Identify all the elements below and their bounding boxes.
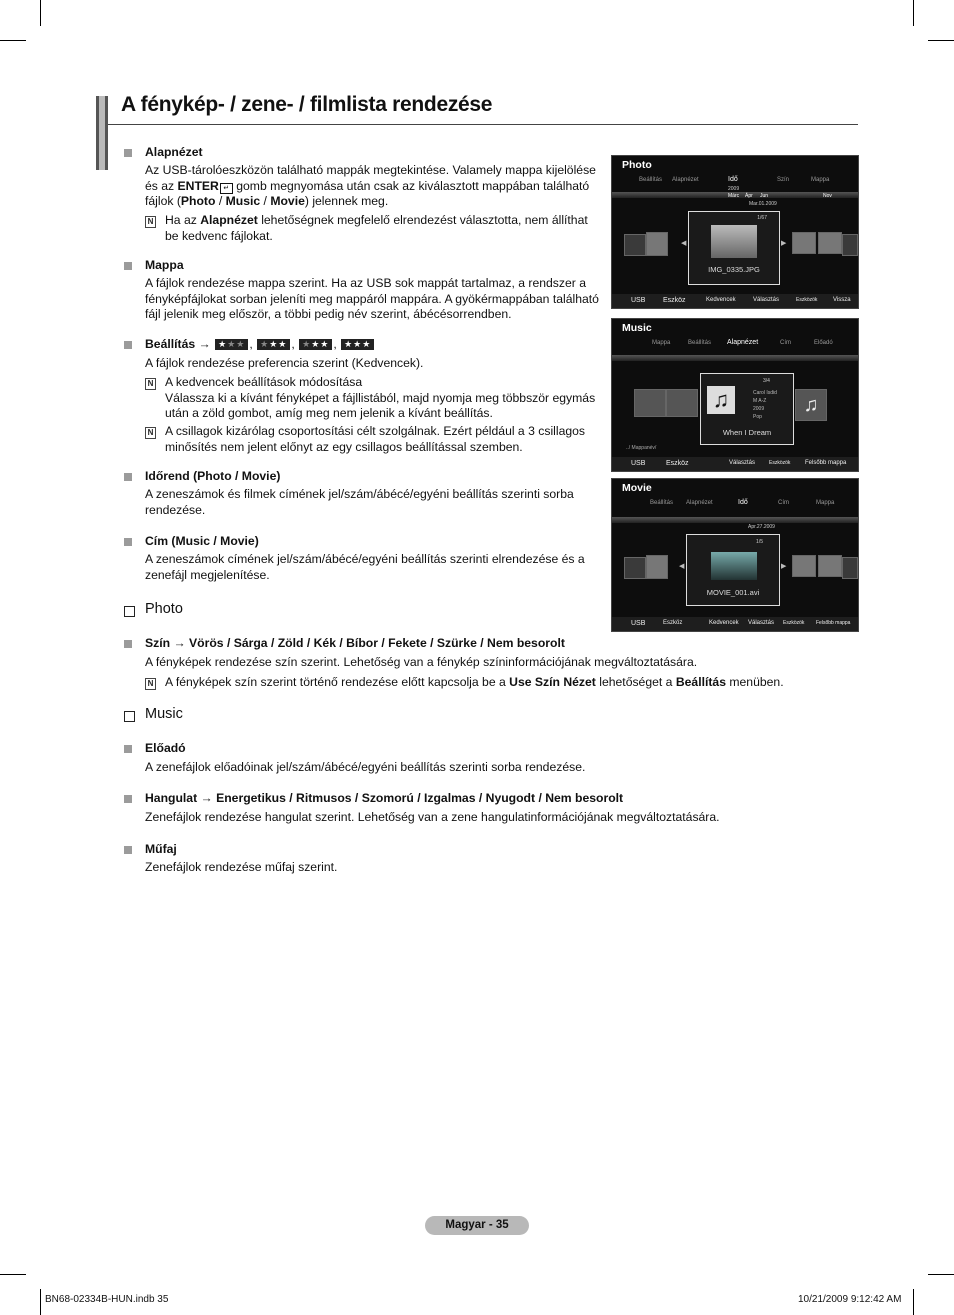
eszkoz-label: Eszköz [666,460,689,467]
photo-thumb[interactable] [646,232,668,256]
counter: 1/67 [757,215,767,221]
arrow-right-icon[interactable]: ▶ [781,240,787,247]
track-sort: M A-Z [753,398,767,404]
kedvencek-label: Kedvencek [709,620,739,626]
photo-thumb[interactable] [792,232,816,254]
selected-photo[interactable] [688,211,780,285]
cim-heading: Cím (Music / Movie) [145,534,259,548]
beallitas-heading-row: Beállítás → ★★★ , ★★★ , ★★★ , ★★★ [145,337,605,353]
usb-label: USB [631,620,646,627]
beallitas-line1: A fájlok rendezése preferencia szerint (Kedvencek). [145,356,424,370]
beallitas-note2-line2: minősítés nem jelent előnyt az egy csillagos beállítással szemben. [165,439,523,454]
alapnezet-line1: Az USB-tárolóeszközön található mappák megtekintése. Valamely mappa kijelölése [145,163,596,177]
alapnezet-text [145,163,605,210]
file-name: IMG_0335.JPG [708,265,760,274]
tab-mappa[interactable]: Mappa [811,177,830,183]
tab-eloado[interactable]: Előadó [814,340,833,346]
month-apr: Ápr [745,193,753,199]
arrow-left-icon[interactable]: ◀ [679,563,685,570]
bullet-square-icon [124,745,132,753]
eszkoz-label: Eszköz [663,620,683,626]
beallitas-note1-line2: Válassza ki a kívánt fényképet a fájllistából, majd nyomja meg többször egymás [165,390,596,405]
crop-mark [40,1289,41,1315]
mufaj-heading: Műfaj [145,842,177,856]
title-rule [108,124,858,125]
music-thumb[interactable]: ♫ [795,389,827,421]
eloado-line: A zenefájlok előadóinak jel/szám/ábécé/egyéni beállítás szerinti sorba rendezése. [145,760,586,774]
movie-thumb[interactable] [818,555,842,577]
crop-mark [0,40,26,41]
tab-cim[interactable]: Cím [778,500,789,506]
bullet-square-icon [124,538,132,546]
tab-ido[interactable]: Idő [738,499,748,506]
photo-section-title: Photo [145,601,183,617]
mappa-text [145,276,605,323]
usb-label: USB [631,460,646,467]
enter-icon: ↵ [220,183,233,194]
szin-line: A fényképek rendezése szín szerint. Lehetőség van a fénykép színinformációjának megváltoztatására. [145,655,698,669]
mappa-line1: A fájlok rendezése mappa szerint. Ha az USB sok mappát tartalmaz, a rendszer a [145,276,586,290]
screen-label: Photo [622,159,652,171]
screen-label: Movie [622,482,652,494]
beallitas-note2 [165,424,605,455]
page-number: Magyar - 35 [425,1216,529,1235]
track-name: When I Dream [722,428,772,437]
movie-thumb[interactable] [624,557,646,579]
crop-mark [928,40,954,41]
screen-label: Music [622,322,652,334]
beallitas-note1-line1: A kedvencek beállítások módosítása [165,375,363,389]
vissza-label: Vissza [833,297,851,303]
eszkozok-label: Eszközök [783,620,805,626]
valasztas-label: Választás [753,297,780,303]
arrow-left-icon[interactable]: ◀ [681,240,687,247]
note-icon: N [145,678,156,690]
stars-2-icon: ★★★ [257,339,290,350]
movie-screen [611,478,859,632]
note-icon: N [145,427,156,439]
tab-beallitas[interactable]: Beállítás [688,340,712,346]
szin-heading: Szín → Vörös / Sárga / Zöld / Kék / Bíbor / Fekete / Szürke / Nem besorolt [145,636,565,650]
crop-mark [913,0,914,26]
szin-note: A fényképek szín szerint történő rendezése előtt kapcsolja be a Use Szín Nézet lehetőséget a Beállítás menüben. [165,675,784,689]
beallitas-note1-line3: után a zöld gombot, amíg meg nem jelenik a kívánt beállítás. [165,406,493,421]
note-icon: N [145,378,156,390]
bullet-square-icon [124,640,132,648]
note-icon: N [145,216,156,228]
stars-3-icon: ★★★ [299,339,332,350]
tab-cim[interactable]: Cím [780,340,791,346]
tab-beallitas[interactable]: Beállítás [650,500,674,506]
felsobb-mappa-label: Felsőbb mappa [805,460,847,466]
arrow-right-icon[interactable]: ▶ [781,563,787,570]
valasztas-label: Választás [748,620,775,626]
photo-thumb[interactable] [624,234,646,256]
tab-szin[interactable]: Szín [777,177,790,183]
bullet-square-icon [124,846,132,854]
file-name: MOVIE_001.avi [706,588,760,597]
bullet-square-icon [124,262,132,270]
tab-alapnezet[interactable]: Alapnézet [686,500,713,506]
page-title: A fénykép- / zene- / filmlista rendezése [121,93,493,116]
folder-path: ../ Mappanév/ [626,445,657,451]
eszkozok-label: Eszközök [769,460,791,466]
valasztas-label: Választás [729,460,756,466]
bullet-square-icon [124,795,132,803]
photo-screen [611,155,859,309]
alapnezet-line2: és az ENTER ↵ gomb megnyomása után csak az kiválasztott mappában található [145,178,590,193]
photo-thumb[interactable] [818,232,842,254]
mappa-line2: fényképfájlokat sorban jeleníti meg mappáról mappára. A gyökérmappában található [145,291,599,306]
tab-mappa[interactable]: Mappa [816,500,835,506]
movie-thumb[interactable] [646,555,668,579]
beallitas-note2-line1: A csillagok kizárólag csoportosítási célt szolgálnak. Ezért például a 3 csillagos [165,424,586,438]
photo-preview [711,225,757,258]
month-nov: Nov [823,193,832,199]
movie-thumb[interactable] [792,555,816,577]
track-year: 2009 [753,406,765,412]
footer-bar [612,457,858,471]
track-genre: Pop [753,414,762,420]
music-note-icon: ♫ [707,386,735,414]
idorend-line1: A zeneszámok és filmek címének jel/szám/ábécé/egyéni beállítás szerinti sorba [145,487,574,501]
bullet-square-icon [124,149,132,157]
month-marc: Márc [728,193,740,199]
usb-label: USB [631,297,646,304]
year-label: 2009 [728,186,740,192]
idorend-line2: rendezése. [145,502,206,517]
eszkoz-label: Eszköz [663,297,686,304]
eszkozok-label: Eszközök [796,297,818,303]
track-artist: Carol Isdid [753,390,777,396]
tab-beallitas[interactable]: Beállítás [639,177,663,183]
idorend-heading: Időrend (Photo / Movie) [145,469,281,483]
timeline-band [612,355,858,361]
kedvencek-label: Kedvencek [706,297,736,303]
felsobb-mappa-label: Felsőbb mappa [816,620,851,626]
movie-thumb[interactable] [842,557,858,579]
movie-preview [711,552,757,580]
crop-mark [928,1274,954,1275]
music-screen [611,318,859,472]
tab-ido[interactable]: Idő [728,176,738,183]
timeline-band [612,517,858,523]
beallitas-heading: Beállítás → [145,337,211,351]
title-bar-decoration [96,96,108,170]
alapnezet-line3: fájlok (Photo / Music / Movie) jelennek meg. [145,194,389,209]
cim-line1: A zeneszámok címének jel/szám/ábécé/egyéni beállítás szerinti elrendezése és a [145,552,585,566]
tab-alapnezet[interactable]: Alapnézet [672,177,699,183]
photo-thumb[interactable] [842,234,858,256]
month-jun: Jun [760,193,769,199]
crop-mark [40,0,41,26]
beallitas-note1 [165,375,605,422]
alapnezet-note-line1: Ha az Alapnézet lehetőségnek megfelelő elrendezést választotta, nem állíthat [165,213,588,227]
mappa-line3: fájl jelenik meg először, a többi pedig név szerint, ábécésorrendben. [145,307,512,322]
tab-alapnezet[interactable]: Alapnézet [727,339,759,346]
section-box-icon [124,711,135,722]
mappa-heading: Mappa [145,258,184,272]
print-file-info: BN68-02334B-HUN.indb 35 [45,1294,169,1305]
cim-line2: zenefájl megjelenítése. [145,567,270,582]
idorend-text [145,487,605,518]
selected-movie[interactable] [686,534,780,606]
selected-track[interactable] [700,373,794,445]
bullet-square-icon [124,341,132,349]
stars-1-icon: ★★★ [215,339,248,350]
alapnezet-note-line2: be kedvenc fájlokat. [165,228,273,243]
stars-4-icon: ★★★ [341,339,374,350]
folder-thumb[interactable] [634,389,666,417]
print-datetime: 10/21/2009 9:12:42 AM [798,1294,902,1305]
mufaj-line: Zenefájlok rendezése műfaj szerint. [145,860,338,874]
crop-mark [0,1274,26,1275]
crop-mark [913,1289,914,1315]
music-section-title: Music [145,706,183,722]
tab-mappa[interactable]: Mappa [652,340,671,346]
date-label: Mar.01.2009 [749,201,777,207]
footer-bar [612,294,858,308]
alapnezet-note [165,213,605,244]
counter: 3/4 [763,378,770,384]
date-label: Apr.27.2009 [748,524,775,530]
bullet-square-icon [124,473,132,481]
folder-thumb[interactable] [666,389,698,417]
section-box-icon [124,606,135,617]
hangulat-heading: Hangulat → Energetikus / Ritmusos / Szomorú / Izgalmas / Nyugodt / Nem besorolt [145,791,624,805]
alapnezet-heading: Alapnézet [145,145,203,159]
counter: 1/5 [756,539,763,545]
cim-text [145,552,605,583]
footer-bar [612,617,858,631]
hangulat-line: Zenefájlok rendezése hangulat szerint. Lehetőség van a zene hangulatinformációjának megváltoztatására. [145,810,720,824]
eloado-heading: Előadó [145,741,186,755]
